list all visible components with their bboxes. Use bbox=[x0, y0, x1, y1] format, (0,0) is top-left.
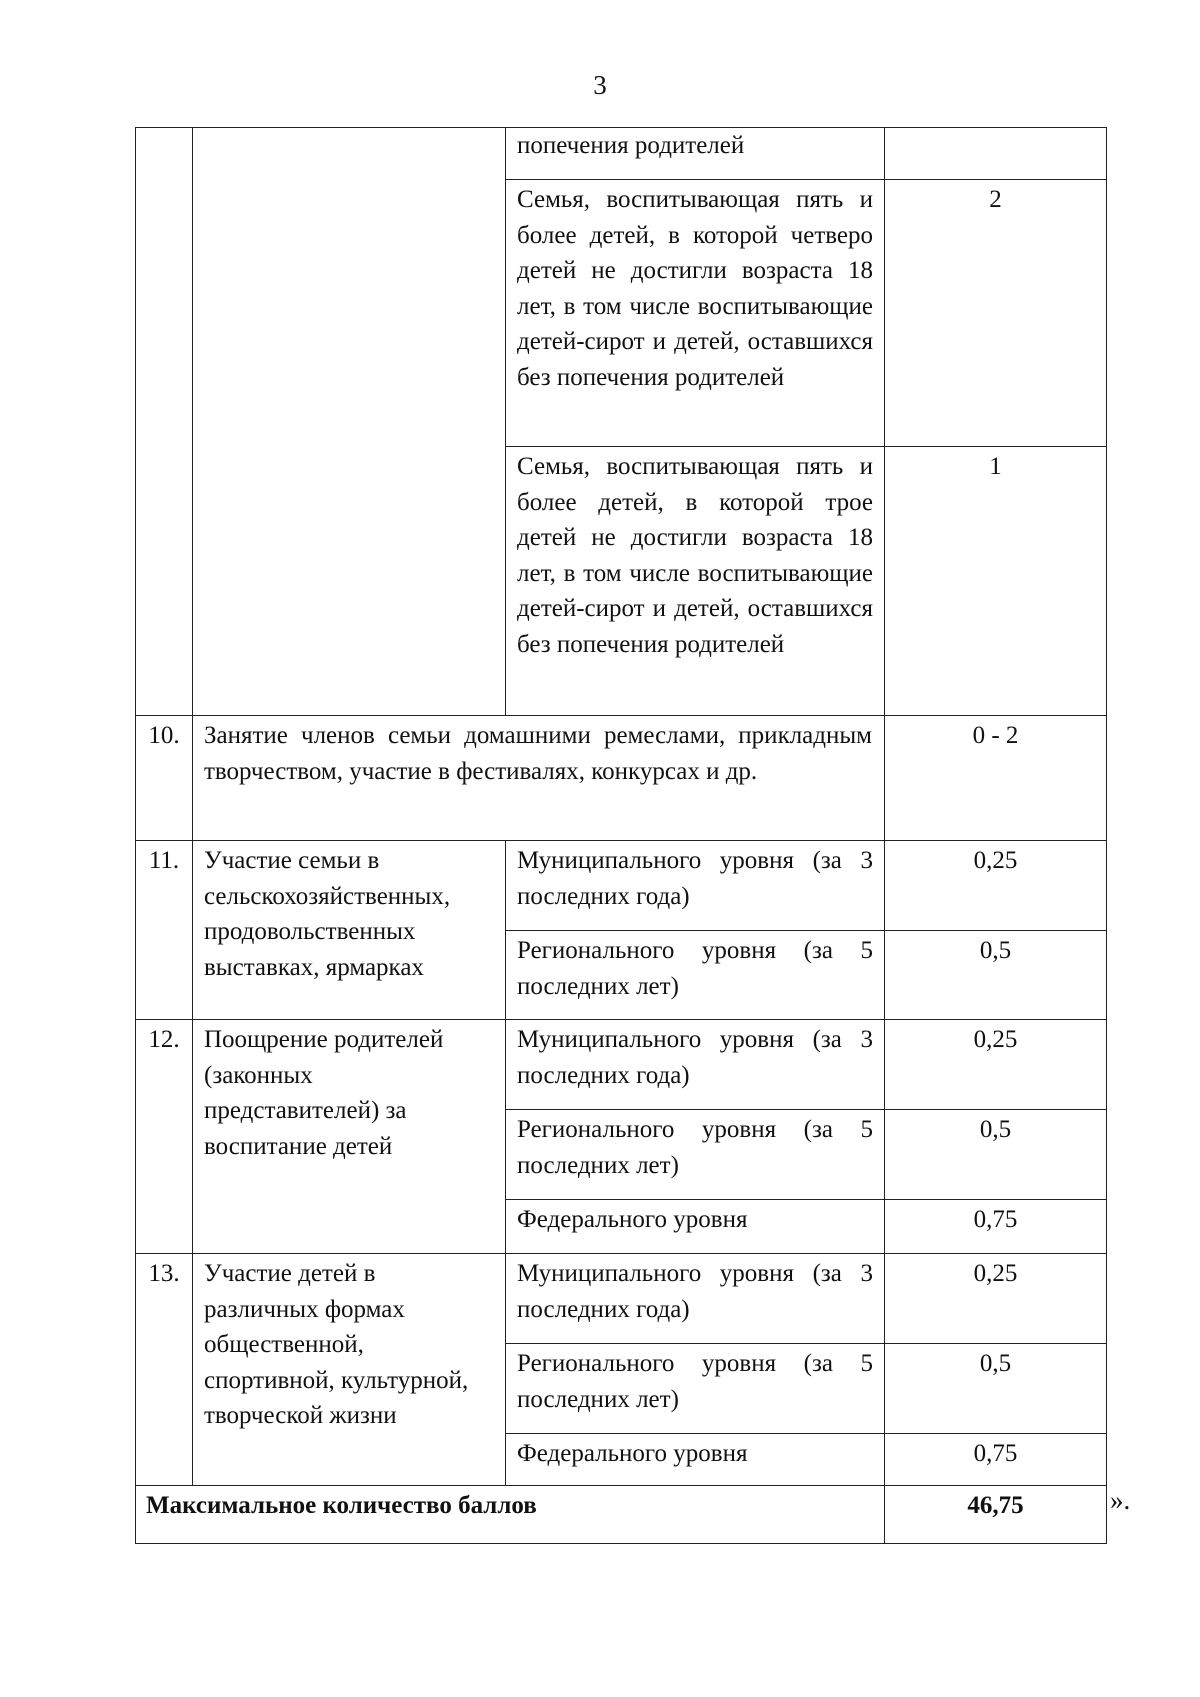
points-value: 0,5 bbox=[885, 1110, 1107, 1200]
number-cell bbox=[136, 128, 193, 716]
total-value: 46,75 bbox=[885, 1486, 1107, 1544]
criterion-description: Регионального уровня (за 5 последних лет) bbox=[506, 931, 885, 1020]
points-cell bbox=[885, 128, 1107, 180]
total-row bbox=[136, 1486, 1107, 1544]
points-value: 0,25 bbox=[885, 1020, 1107, 1110]
criterion-description: Семья, воспитывающая пять и более детей, в которой трое детей не достигли возраста 18 лет, в том числе воспитывающие детей-сирот и детей, оставшихся без попечения родителей bbox=[506, 447, 885, 716]
points-value: 0,5 bbox=[885, 931, 1107, 1020]
points-value: 0,75 bbox=[885, 1434, 1107, 1486]
criterion-description: Муниципального уровня (за 3 последних года) bbox=[506, 841, 885, 931]
criterion-description: попечения родителей bbox=[506, 128, 885, 180]
criterion-description: Муниципального уровня (за 3 последних года) bbox=[506, 1254, 885, 1344]
points-value: 0,25 bbox=[885, 1254, 1107, 1344]
table-row bbox=[136, 1020, 1107, 1110]
criterion-name: Поощрение родителей (законных представителей) за воспитание детей bbox=[193, 1020, 506, 1254]
table-row bbox=[136, 1254, 1107, 1344]
row-number: 10. bbox=[136, 716, 193, 841]
criterion-name: Участие детей в различных формах общественной, спортивной, культурной, творческой жизни bbox=[193, 1254, 506, 1486]
criterion-description: Регионального уровня (за 5 последних лет) bbox=[506, 1110, 885, 1200]
row-number: 12. bbox=[136, 1020, 193, 1254]
closing-quote: ». bbox=[1110, 1485, 1131, 1515]
criterion-name: Участие семьи в сельскохозяйственных, продовольственных выставках, ярмарках bbox=[193, 841, 506, 1020]
table-row bbox=[136, 841, 1107, 931]
points-value: 0,5 bbox=[885, 1344, 1107, 1434]
criterion-description: Федерального уровня bbox=[506, 1200, 885, 1254]
points-value: 0,25 bbox=[885, 841, 1107, 931]
criterion-description: Регионального уровня (за 5 последних лет) bbox=[506, 1344, 885, 1434]
criterion-description: Федерального уровня bbox=[506, 1434, 885, 1486]
criteria-table bbox=[135, 127, 1107, 1544]
criterion-description: Муниципального уровня (за 3 последних года) bbox=[506, 1020, 885, 1110]
row-number: 13. bbox=[136, 1254, 193, 1486]
page-number: 3 bbox=[593, 70, 607, 100]
points-value: 0,75 bbox=[885, 1200, 1107, 1254]
points-value: 2 bbox=[885, 180, 1107, 447]
table-row bbox=[136, 716, 1107, 841]
row-number: 11. bbox=[136, 841, 193, 1020]
table-row bbox=[136, 128, 1107, 180]
criterion-name-cell bbox=[193, 128, 506, 716]
total-label: Максимальное количество баллов bbox=[136, 1486, 885, 1544]
criterion-description: Семья, воспитывающая пять и более детей, в которой четверо детей не достигли возраста 18 лет, в том числе воспитывающие детей-сирот и детей, оставшихся без попечения родителей bbox=[506, 180, 885, 447]
criterion-name: Занятие членов семьи домашними ремеслами, прикладным творчеством, участие в фестивалях, конкурсах и др. bbox=[193, 716, 885, 841]
points-value: 0 - 2 bbox=[885, 716, 1107, 841]
points-value: 1 bbox=[885, 447, 1107, 716]
